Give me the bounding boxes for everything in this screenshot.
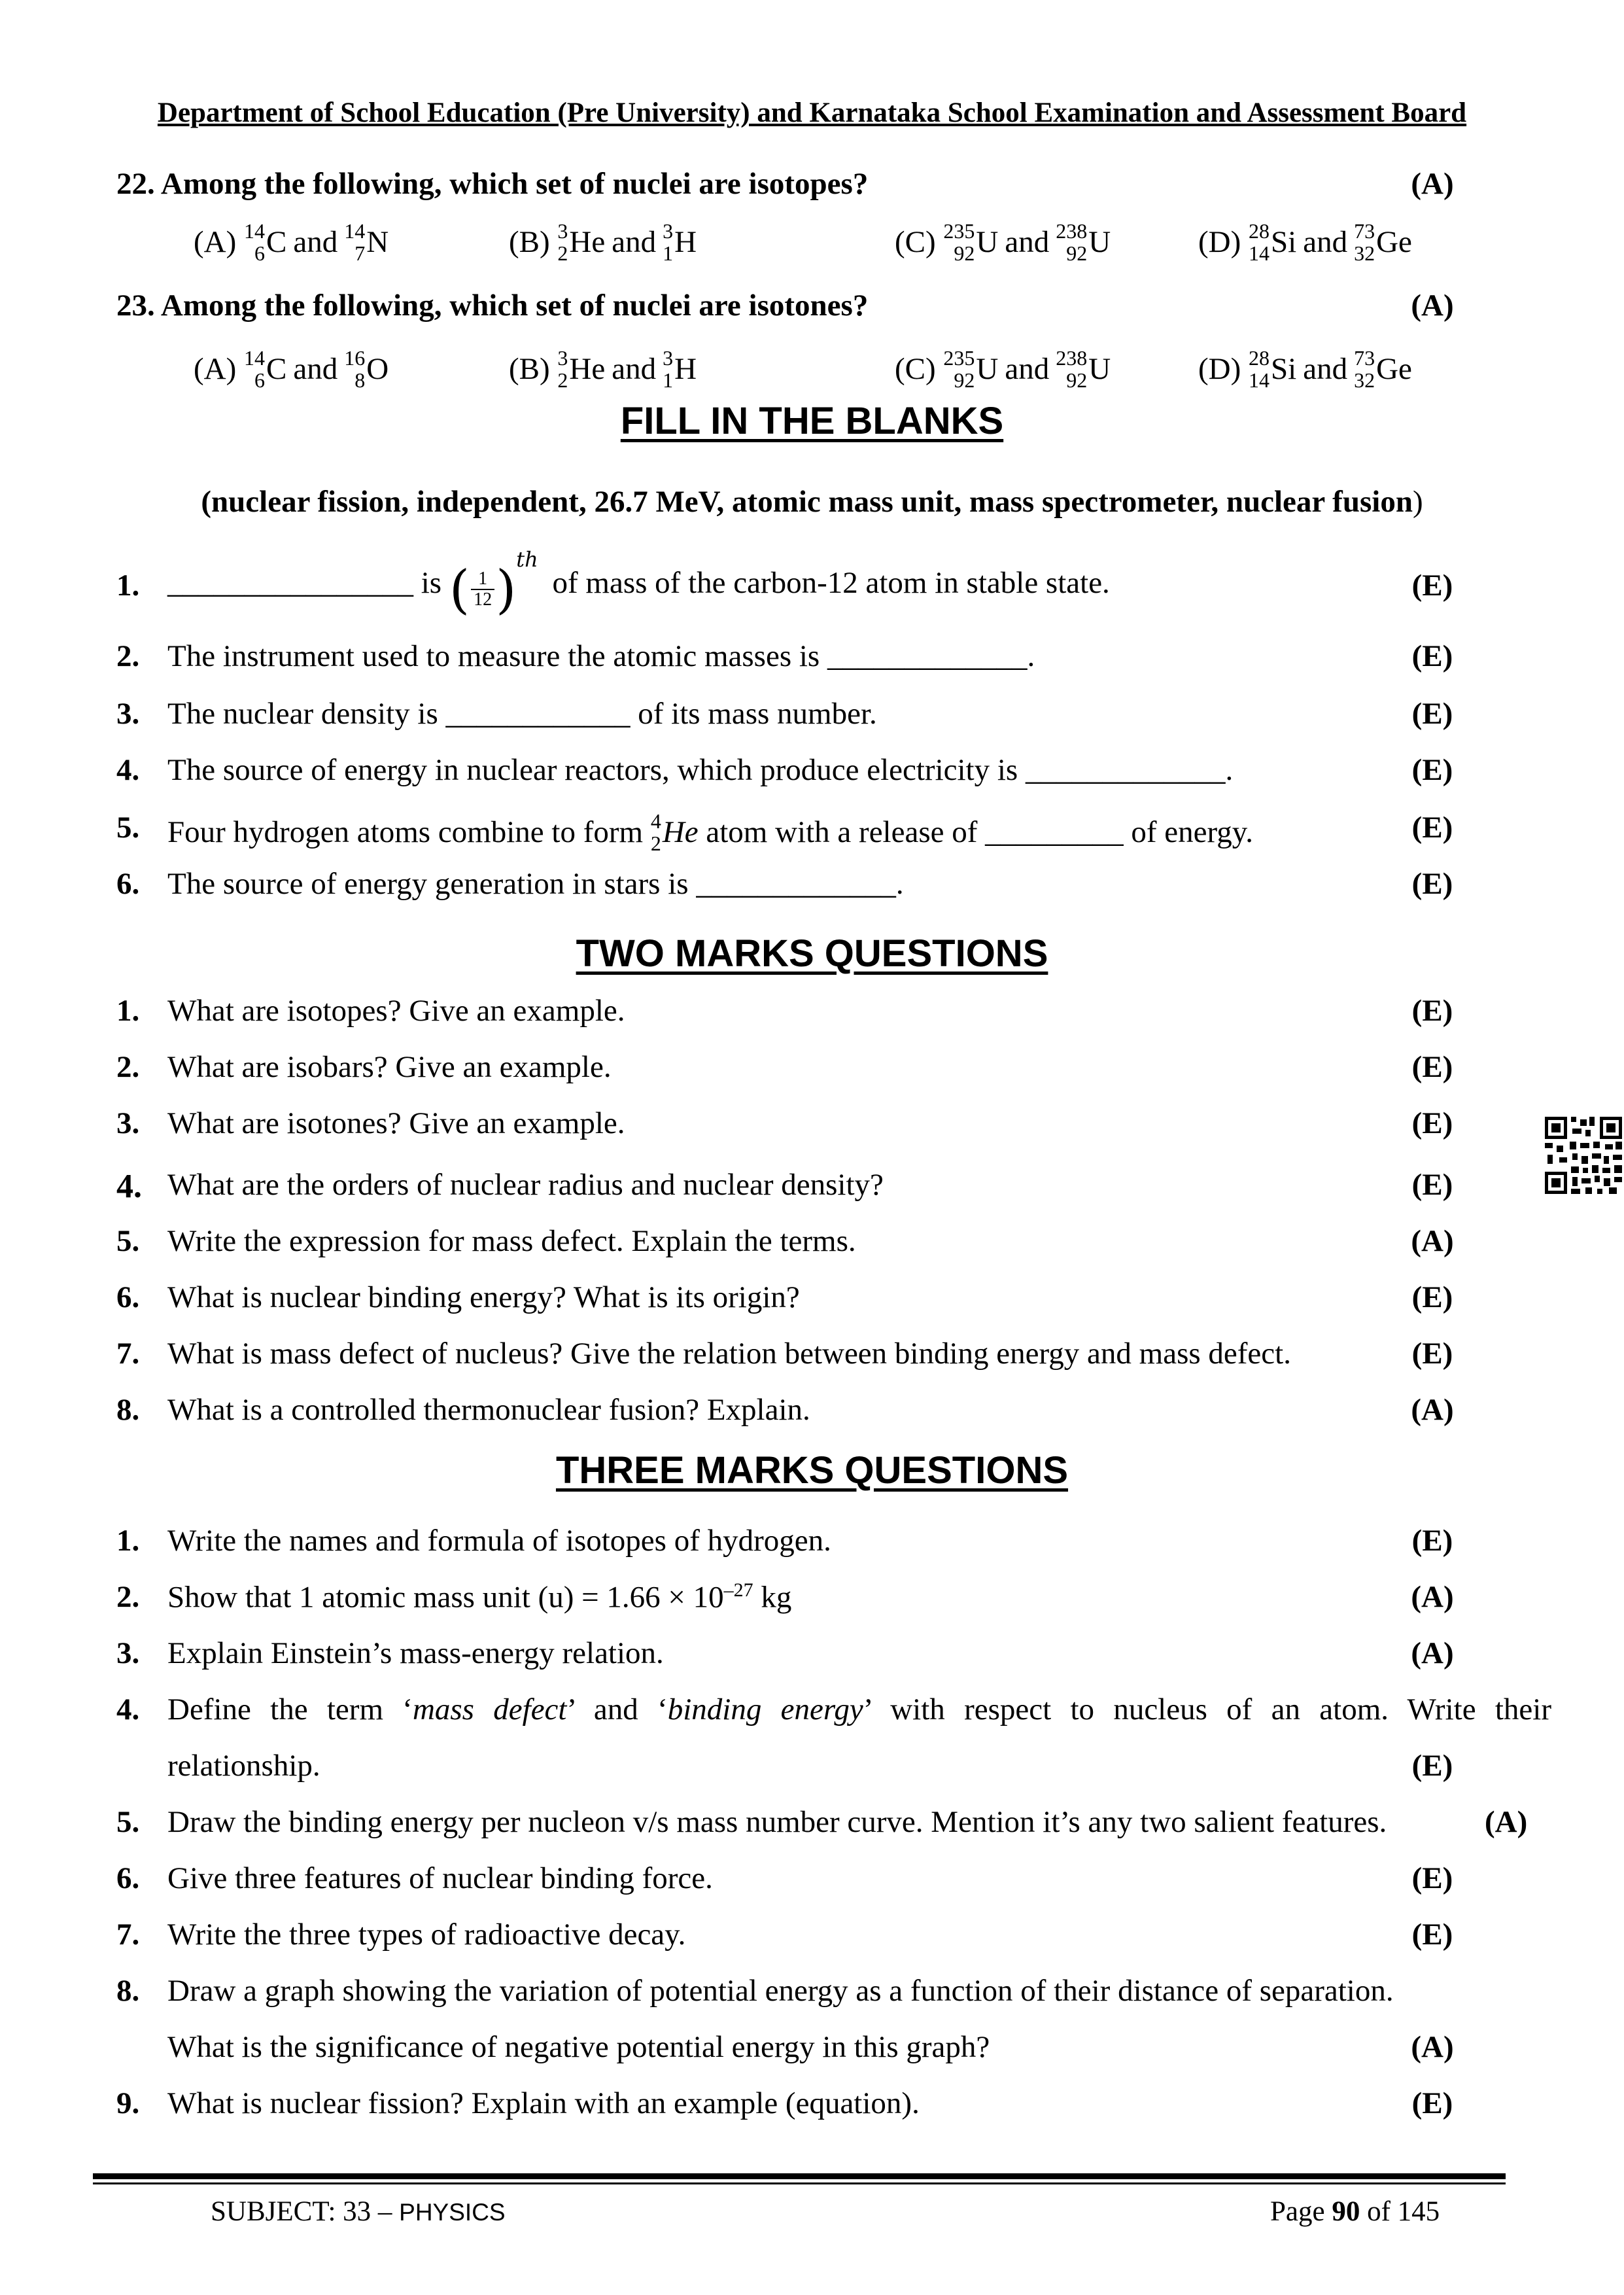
fill-q3-mark: (E)	[1411, 697, 1453, 731]
option-label: (B)	[509, 224, 550, 259]
mcq-mark-23: (A)	[1411, 289, 1454, 323]
two-marks-q2-mark: (E)	[1411, 1050, 1453, 1084]
three-q8-text-line2: What is the significance of negative potential energy in this graph?	[167, 2030, 990, 2064]
nuclide-symbol: 238 92 U	[1056, 346, 1111, 392]
mcq22-option-a	[194, 220, 389, 264]
three-q2-number: 2.	[116, 1580, 140, 1614]
option-connector: and	[612, 224, 657, 259]
option-connector: and	[612, 351, 657, 386]
fill-q3-text: The nuclear density is ____________ of its mass number.	[167, 697, 877, 731]
option-label: (B)	[509, 351, 550, 386]
two-marks-q7-number: 7.	[116, 1337, 140, 1371]
nuclide-symbol: 238 92 U	[1056, 219, 1111, 265]
two-marks-q3-mark: (E)	[1411, 1106, 1453, 1140]
helium-nuclide-scripts: 4 2	[650, 809, 661, 855]
three-q6-text: Give three features of nuclear binding force.	[167, 1861, 713, 1895]
two-marks-q1-number: 1.	[116, 994, 140, 1028]
three-q1-number: 1.	[116, 1524, 140, 1558]
section-title-two-marks: TWO MARKS QUESTIONS	[576, 932, 1048, 975]
footer-rule-thin	[93, 2182, 1506, 2184]
two-marks-q2-text: What are isobars? Give an example.	[167, 1050, 612, 1084]
mcq22-option-b	[509, 220, 697, 264]
three-q6-mark: (E)	[1411, 1861, 1453, 1895]
fill-q5-mark: (E)	[1411, 811, 1453, 845]
fill-q6-text: The source of energy generation in stars is _____________.	[167, 867, 904, 901]
fill-q2-number: 2.	[116, 639, 140, 673]
nuclide-symbol: 28 14 Si	[1249, 219, 1297, 265]
fill-q4-mark: (E)	[1411, 753, 1453, 787]
option-label: (D)	[1198, 224, 1241, 259]
footer-rule-thick	[93, 2173, 1506, 2179]
fraction-open-paren: (	[449, 559, 470, 620]
three-q9-mark: (E)	[1411, 2086, 1453, 2120]
fill-q5-number: 5.	[116, 811, 140, 845]
two-marks-q6-mark: (E)	[1411, 1280, 1453, 1314]
option-label: (C)	[895, 224, 936, 259]
option-connector: and	[293, 351, 338, 386]
three-q9-number: 9.	[116, 2086, 140, 2120]
qr-code[interactable]	[1544, 1115, 1623, 1195]
qr-code-graphic	[1544, 1115, 1623, 1195]
two-marks-q8-mark: (A)	[1411, 1393, 1454, 1427]
three-q8-number: 8.	[116, 1974, 140, 2008]
three-q3-number: 3.	[116, 1636, 140, 1670]
two-marks-q8-text: What is a controlled thermonuclear fusion? Explain.	[167, 1393, 810, 1427]
two-marks-q6-number: 6.	[116, 1280, 140, 1314]
nuclide-symbol: 235 92 U	[943, 219, 999, 265]
option-label: (C)	[895, 351, 936, 386]
mcq-mark-22: (A)	[1411, 167, 1454, 201]
fill-q4-text: The source of energy in nuclear reactors, which produce electricity is _____________.	[167, 753, 1234, 787]
three-q4-text-line2: relationship.	[167, 1749, 320, 1783]
fill-q6-number: 6.	[116, 867, 140, 901]
option-connector: and	[1303, 351, 1348, 386]
three-q7-number: 7.	[116, 1918, 140, 1952]
two-marks-q3-text: What are isotones? Give an example.	[167, 1106, 625, 1140]
three-q6-number: 6.	[116, 1861, 140, 1895]
two-marks-q5-text: Write the expression for mass defect. Explain the terms.	[167, 1224, 856, 1258]
fill-q1-number: 1.	[116, 569, 140, 603]
three-q4-mark: (E)	[1411, 1749, 1453, 1783]
option-connector: and	[1303, 224, 1348, 259]
option-label: (A)	[194, 224, 237, 259]
option-connector: and	[293, 224, 338, 259]
mcq22-option-d	[1198, 220, 1412, 264]
three-q8-mark: (A)	[1411, 2030, 1454, 2064]
fill-q6-mark: (E)	[1411, 867, 1453, 901]
mcq23-option-d	[1198, 347, 1412, 391]
three-q1-text: Write the names and formula of isotopes of hydrogen.	[167, 1524, 831, 1558]
two-marks-q1-text: What are isotopes? Give an example.	[167, 994, 625, 1028]
fill-q1-text: ________________ is ( $\frac{1}{12}$ )$^{th}$ of mass of the carbon-12 atom in stable state.	[167, 547, 1110, 620]
page-header: Department of School Education (Pre University) and Karnataka School Examination and Assessment Board	[157, 97, 1467, 128]
fill-q4-number: 4.	[116, 753, 140, 787]
three-q4-text-line1: Define the term ‘mass defect’ and ‘binding energy’ with respect to nucleus of an atom. Write their	[167, 1692, 1551, 1726]
section-title-fill-blanks: FILL IN THE BLANKS	[620, 400, 1004, 442]
option-connector: and	[1005, 224, 1050, 259]
nuclide-symbol: 3 2 He	[557, 219, 606, 265]
two-marks-q3-number: 3.	[116, 1106, 140, 1140]
fill-q2-text: The instrument used to measure the atomic masses is _____________.	[167, 639, 1035, 673]
nuclide-symbol: 28 14 Si	[1249, 346, 1297, 392]
two-marks-q8-number: 8.	[116, 1393, 140, 1427]
nuclide-symbol: 14 6 C	[244, 346, 287, 392]
fill-q5-text: Four hydrogen atoms combine to form 4 2 He atom with a release of _________ of energy.	[167, 809, 1254, 855]
option-label: (A)	[194, 351, 237, 386]
three-q7-mark: (E)	[1411, 1918, 1453, 1952]
two-marks-q5-number: 5.	[116, 1224, 140, 1258]
three-q7-text: Write the three types of radioactive decay.	[167, 1918, 686, 1952]
two-marks-q2-number: 2.	[116, 1050, 140, 1084]
nuclide-symbol: 73 32 Ge	[1354, 219, 1412, 265]
mcq-question-22: 22. Among the following, which set of nuclei are isotopes?	[116, 167, 869, 201]
nuclide-symbol: 16 8 O	[344, 346, 389, 392]
three-q8-text-line1: Draw a graph showing the variation of potential energy as a function of their distance of separation.	[167, 1974, 1394, 2008]
two-marks-q5-mark: (A)	[1411, 1224, 1454, 1258]
three-q5-text: Draw the binding energy per nucleon v/s mass number curve. Mention it’s any two salient features.	[167, 1805, 1387, 1839]
mcq-question-23: 23. Among the following, which set of nuclei are isotones?	[116, 289, 869, 323]
section-title-three-marks: THREE MARKS QUESTIONS	[555, 1449, 1069, 1492]
mcq23-option-a	[194, 347, 389, 391]
fill-q3-number: 3.	[116, 697, 140, 731]
mcq23-option-b	[509, 347, 697, 391]
mcq22-option-c	[895, 220, 1111, 264]
two-marks-q1-mark: (E)	[1411, 994, 1453, 1028]
three-q3-text: Explain Einstein’s mass-energy relation.	[167, 1636, 664, 1670]
three-q4-number: 4.	[116, 1692, 140, 1726]
fraction-close-paren: )	[496, 559, 517, 620]
nuclide-symbol: 3 1 H	[663, 219, 697, 265]
nuclide-symbol: 14 7 N	[344, 219, 389, 265]
nuclide-symbol: 3 2 He	[557, 346, 606, 392]
nuclide-symbol: 14 6 C	[244, 219, 287, 265]
one-twelfth-fraction: $\frac{1}{12}$	[471, 569, 494, 610]
mcq23-option-c	[895, 347, 1111, 391]
footer-subject: SUBJECT: 33 – PHYSICS	[211, 2196, 506, 2227]
option-connector: and	[1005, 351, 1050, 386]
fill-blanks-word-bank: (nuclear fission, independent, 26.7 MeV, atomic mass unit, mass spectrometer, nuclear fusion)	[201, 485, 1423, 519]
two-marks-q4-text: What are the orders of nuclear radius and nuclear density?	[167, 1168, 884, 1202]
three-q9-text: What is nuclear fission? Explain with an example (equation).	[167, 2086, 920, 2120]
two-marks-q6-text: What is nuclear binding energy? What is its origin?	[167, 1280, 800, 1314]
nuclide-symbol: 73 32 Ge	[1354, 346, 1412, 392]
two-marks-q4-number: 4.	[116, 1168, 142, 1205]
nuclide-symbol: 3 1 H	[663, 346, 697, 392]
nuclide-symbol: 235 92 U	[943, 346, 999, 392]
three-q2-mark: (A)	[1411, 1580, 1454, 1614]
fill-q1-mark: (E)	[1411, 569, 1453, 603]
fill-q2-mark: (E)	[1411, 639, 1453, 673]
footer-page-number: Page 90 of 145	[1270, 2196, 1440, 2227]
two-marks-q4-mark: (E)	[1411, 1168, 1453, 1202]
two-marks-q7-text: What is mass defect of nucleus? Give the relation between binding energy and mass defect.	[167, 1337, 1291, 1371]
three-q5-number: 5.	[116, 1805, 140, 1839]
three-q2-text: Show that 1 atomic mass unit $(u) = 1.66 \times 10^{-27}$ kg	[167, 1579, 792, 1615]
two-marks-q7-mark: (E)	[1411, 1337, 1453, 1371]
three-q3-mark: (A)	[1411, 1636, 1454, 1670]
three-q5-mark: (A)	[1485, 1805, 1528, 1839]
three-q1-mark: (E)	[1411, 1524, 1453, 1558]
option-label: (D)	[1198, 351, 1241, 386]
